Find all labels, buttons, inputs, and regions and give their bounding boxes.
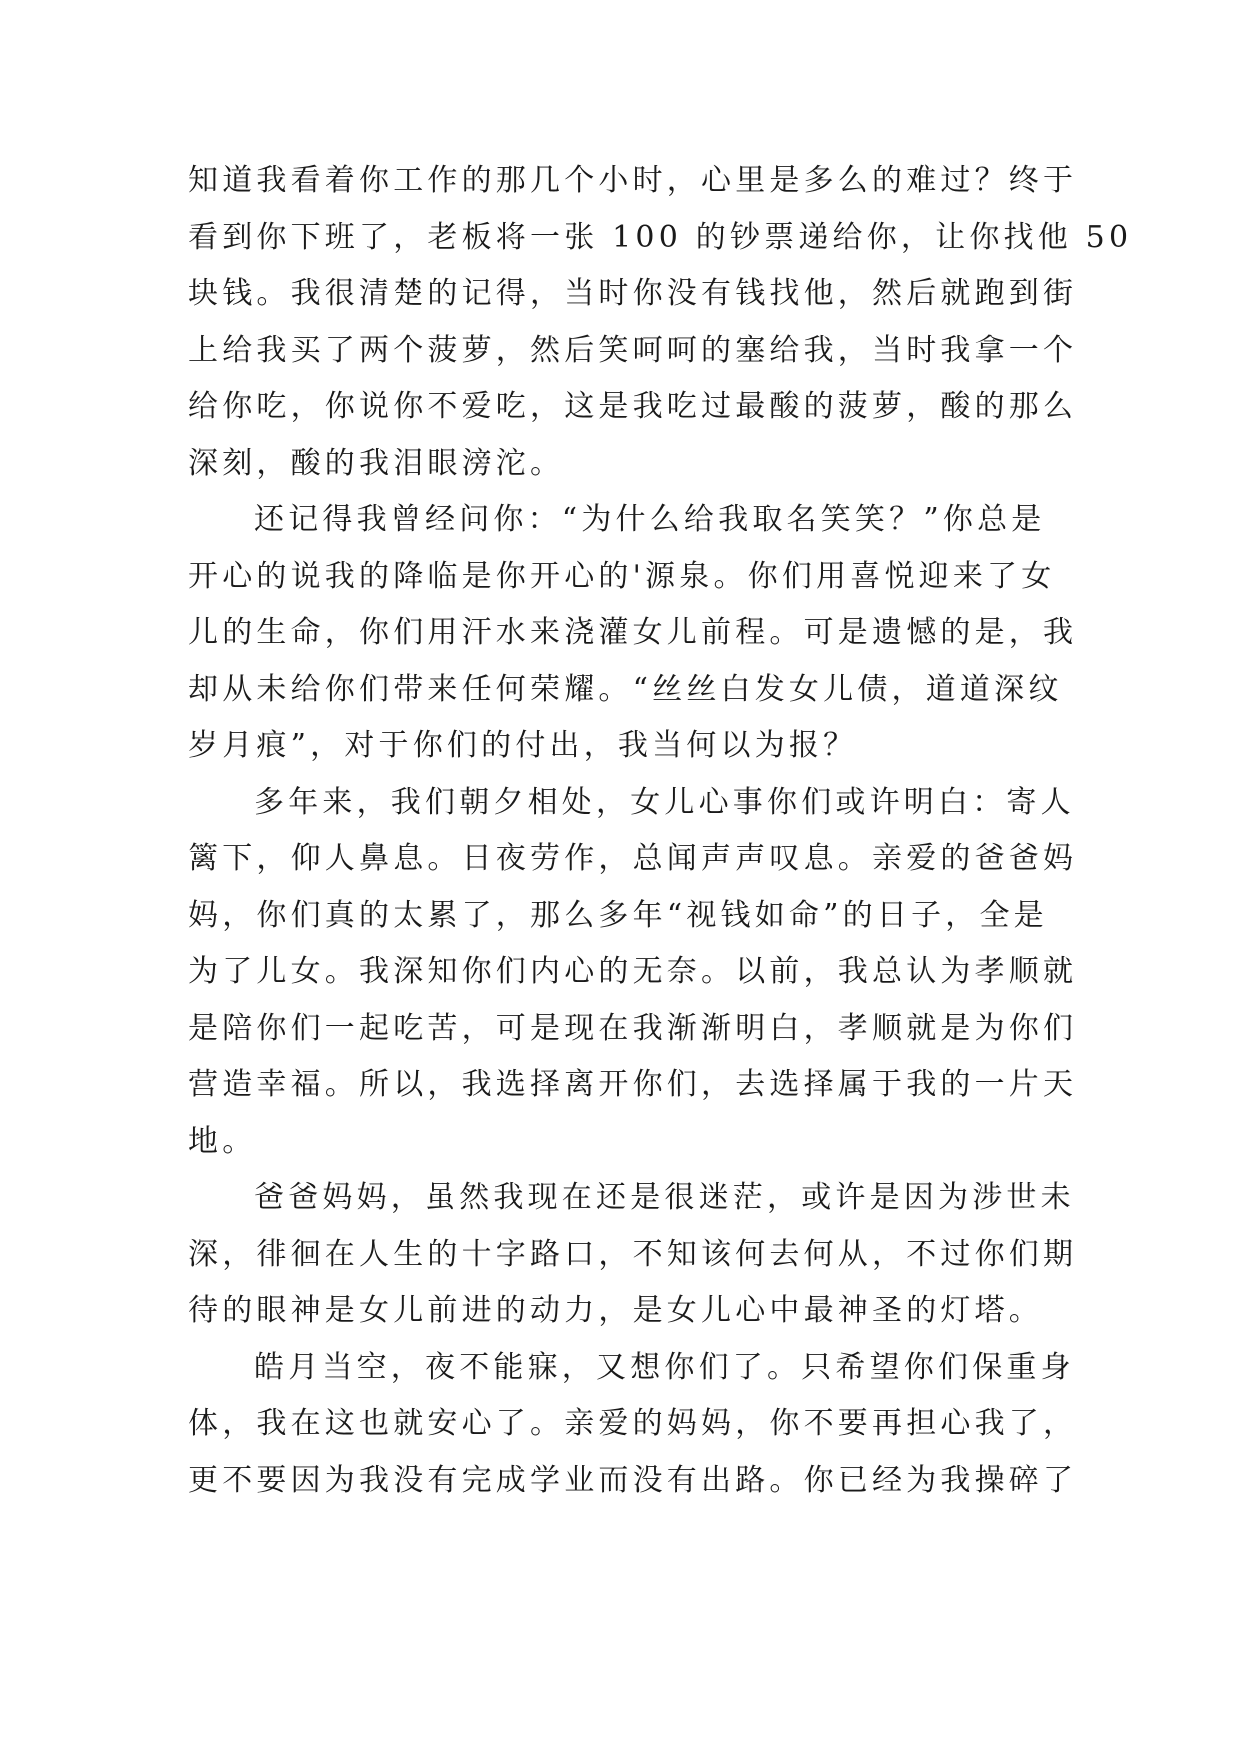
text-line: 上给我买了两个菠萝，然后笑呵呵的塞给我，当时我拿一个 bbox=[188, 332, 1078, 368]
text-line: 更不要因为我没有完成学业而没有出路。你已经为我操碎了 bbox=[188, 1462, 1078, 1498]
text-line: 儿的生命，你们用汗水来浇灌女儿前程。可是遗憾的是，我 bbox=[188, 615, 1078, 650]
text-line: 岁月痕”，对于你们的付出，我当何以为报？ bbox=[188, 728, 858, 763]
text-line: 块钱。我很清楚的记得，当时你没有钱找他，然后就跑到街 bbox=[188, 276, 1078, 311]
text-line: 地。 bbox=[188, 1123, 257, 1159]
text-line: 深刻，酸的我泪眼滂沱。 bbox=[188, 445, 565, 481]
text-line: 看到你下班了，老板将一张 100 的钞票递给你，让你找他 50 bbox=[188, 219, 1133, 255]
text-line: 是陪你们一起吃苦，可是现在我渐渐明白，孝顺就是为你们 bbox=[188, 1010, 1078, 1046]
paragraph-first-line: 还记得我曾经问你：“为什么给我取名笑笑？”你总是 bbox=[254, 502, 1046, 537]
text-line: 为了儿女。我深知你们内心的无奈。以前，我总认为孝顺就 bbox=[188, 954, 1078, 989]
body-text bbox=[188, 153, 1133, 1509]
text-line: 营造幸福。所以，我选择离开你们，去选择属于我的一片天 bbox=[188, 1067, 1078, 1102]
text-line: 体，我在这也就安心了。亲爱的妈妈，你不要再担心我了， bbox=[188, 1406, 1078, 1441]
text-line: 篱下，仰人鼻息。日夜劳作，总闻声声叹息。亲爱的爸爸妈 bbox=[188, 841, 1078, 876]
text-line: 妈，你们真的太累了，那么多年“视钱如命”的日子，全是 bbox=[188, 897, 1048, 933]
text-line: 却从未给你们带来任何荣耀。“丝丝白发女儿债，道道深纹 bbox=[188, 671, 1063, 707]
text-line: 给你吃，你说你不爱吃，这是我吃过最酸的菠萝，酸的那么 bbox=[188, 389, 1078, 424]
paragraph-first-line: 多年来，我们朝夕相处，女儿心事你们或许明白：寄人 bbox=[254, 784, 1075, 820]
paragraph-first-line: 爸爸妈妈，虽然我现在还是很迷茫，或许是因为涉世未 bbox=[254, 1180, 1075, 1215]
paragraph-first-line: 皓月当空，夜不能寐，又想你们了。只希望你们保重身 bbox=[254, 1349, 1075, 1385]
text-line: 知道我看着你工作的那几个小时，心里是多么的难过？终于 bbox=[188, 163, 1078, 198]
text-line: 待的眼神是女儿前进的动力，是女儿心中最神圣的灯塔。 bbox=[188, 1293, 1043, 1328]
text-line: 开心的说我的降临是你开心的'源泉。你们用喜悦迎来了女 bbox=[188, 558, 1056, 594]
text-line: 深，徘徊在人生的十字路口，不知该何去何从，不过你们期 bbox=[188, 1236, 1078, 1272]
